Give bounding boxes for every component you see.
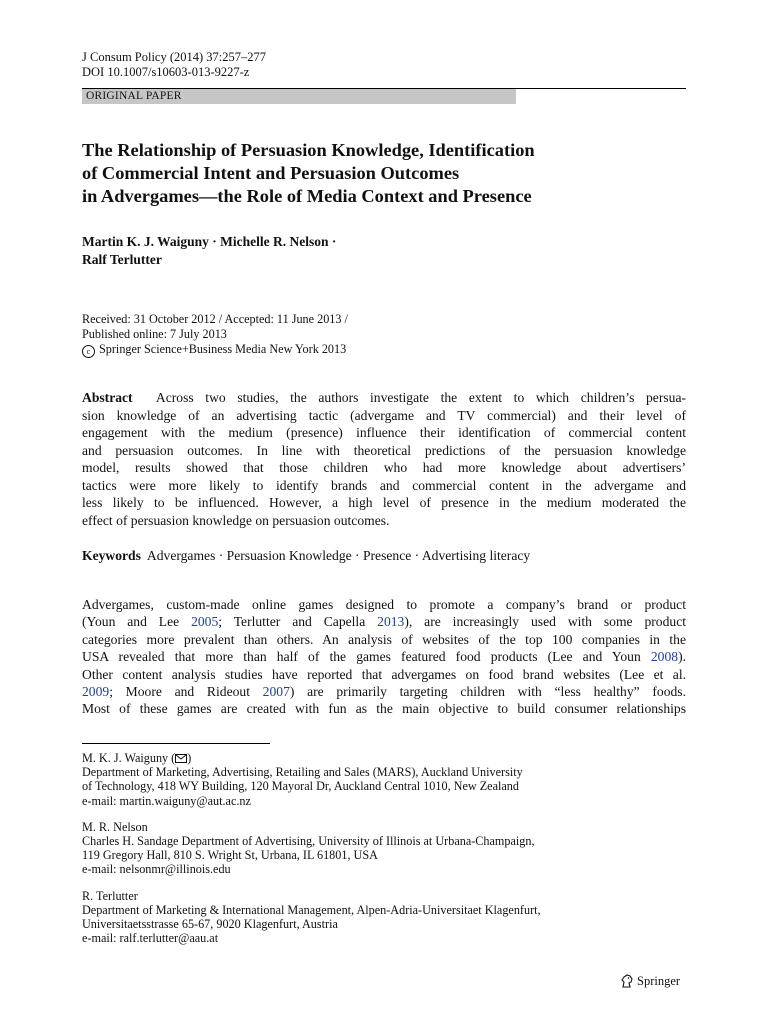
abstract-line: tactics were more likely to identify brands and commercial content in the advergame and	[82, 477, 686, 493]
abstract-line: engagement with the medium (presence) influence their identification of commercial content	[82, 425, 686, 440]
body-line: 2009; Moore and Rideout 2007) are primarily targeting children with “less healthy” foods.	[82, 683, 686, 699]
body-line: USA revealed that more than half of the games featured food products (Lee and Youn 2008).	[82, 649, 686, 665]
section-label: ORIGINAL PAPER	[86, 90, 182, 102]
affiliation-email: e-mail: nelsonmr@illinois.edu	[82, 862, 231, 877]
affiliation-email: e-mail: martin.waiguny@aut.ac.nz	[82, 793, 251, 808]
abstract-heading: Abstract	[82, 390, 133, 405]
abstract-line: Abstract Across two studies, the authors investigate the extent to which children’s persua-	[82, 390, 687, 405]
copyright-text: Springer Science+Business Media New York 2013	[99, 342, 347, 356]
affiliation-line: Department of Marketing & International Management, Alpen-Adria-Universitaet Klagenfurt,	[82, 902, 541, 917]
footnote-divider	[82, 743, 270, 744]
abstract-line: model, results showed that those children who had more knowledge about advertisers’	[82, 460, 686, 475]
affiliation-line: of Technology, 418 WY Building, 120 Mayoral Dr, Auckland Central 1010, New Zealand	[82, 779, 519, 794]
affiliation-name: M. R. Nelson	[82, 819, 148, 834]
body-line: (Youn and Lee 2005; Terlutter and Capella 2013), are increasingly used with some product	[82, 614, 687, 630]
body-line: Other content analysis studies have reported that advergames on food brand websites (Lee et al.	[82, 666, 686, 682]
copyright-icon: c	[82, 345, 95, 358]
citation-link[interactable]: 2007	[262, 683, 290, 699]
affiliation-block	[82, 820, 541, 877]
abstract-line: and persuasion outcomes. In line with theoretical predictions of the persuasion knowledge	[82, 442, 686, 458]
springer-horse-icon	[620, 974, 637, 988]
affiliation-email: e-mail: ralf.terlutter@aau.at	[82, 931, 219, 946]
affiliation-line: Charles H. Sandage Department of Advertising, University of Illinois at Urbana-Champaign,	[82, 834, 535, 849]
doi: DOI 10.1007/s10603-013-9227-z	[82, 65, 250, 79]
affiliation-block	[82, 751, 541, 808]
author-line: Martin K. J. Waiguny · Michelle R. Nelson ·	[82, 234, 337, 249]
citation-link[interactable]: 2013	[377, 614, 405, 630]
keywords-heading: Keywords	[82, 548, 141, 563]
body-line: categories more prevalent than others. An analysis of websites of the top 100 companies in the	[82, 631, 686, 647]
abstract-line: effect of persuasion knowledge on persuasion outcomes.	[82, 512, 390, 528]
paper-title	[82, 139, 682, 208]
keywords	[82, 547, 530, 564]
affiliation-line: 119 Gregory Hall, 810 S. Wright St, Urbana, IL 61801, USA	[82, 848, 378, 863]
publication-dates	[82, 312, 348, 358]
abstract	[82, 389, 686, 529]
body-line: Most of these games are created with fun as the main objective to build consumer relationships	[82, 701, 686, 717]
received-accepted: Received: 31 October 2012 / Accepted: 11 June 2013 /	[82, 312, 348, 326]
affiliation-block	[82, 889, 541, 946]
body-line: Advergames, custom-made online games designed to promote a company’s brand or product	[82, 597, 686, 612]
intro-paragraph	[82, 596, 686, 718]
affiliation-name: M. K. J. Waiguny ( )	[82, 751, 192, 765]
author-list	[82, 233, 336, 269]
published-online: Published online: 7 July 2013	[82, 327, 227, 341]
affiliation-name: R. Terlutter	[82, 888, 138, 903]
author-affiliations	[82, 751, 541, 957]
citation-link[interactable]: 2009	[82, 683, 110, 699]
envelope-icon	[175, 751, 187, 765]
abstract-line: less likely to be influenced. However, a high level of presence in the medium moderated the	[82, 495, 686, 510]
title-line: in Advergames—the Role of Media Context and Presence	[82, 186, 532, 206]
keywords-list: Advergames · Persuasion Knowledge · Presence · Advertising literacy	[146, 548, 531, 563]
citation-link[interactable]: 2005	[191, 614, 219, 630]
copyright-line	[82, 342, 348, 358]
section-bar	[82, 88, 686, 105]
affiliation-line: Department of Marketing, Advertising, Retailing and Sales (MARS), Auckland University	[82, 765, 523, 780]
citation-link[interactable]: 2008	[650, 649, 679, 665]
author-line: Ralf Terlutter	[82, 252, 162, 267]
affiliation-line: Universitaetsstrasse 65-67, 9020 Klagenfurt, Austria	[82, 917, 338, 932]
publisher-logo	[620, 973, 680, 989]
title-line: The Relationship of Persuasion Knowledge, Identification	[82, 140, 535, 160]
publisher-name: Springer	[637, 974, 681, 988]
journal-citation: J Consum Policy (2014) 37:257–277	[82, 50, 267, 64]
abstract-line: sion knowledge of an advertising tactic (advergame and TV commercial) and their level of	[82, 407, 686, 423]
title-line: of Commercial Intent and Persuasion Outcomes	[82, 163, 460, 183]
